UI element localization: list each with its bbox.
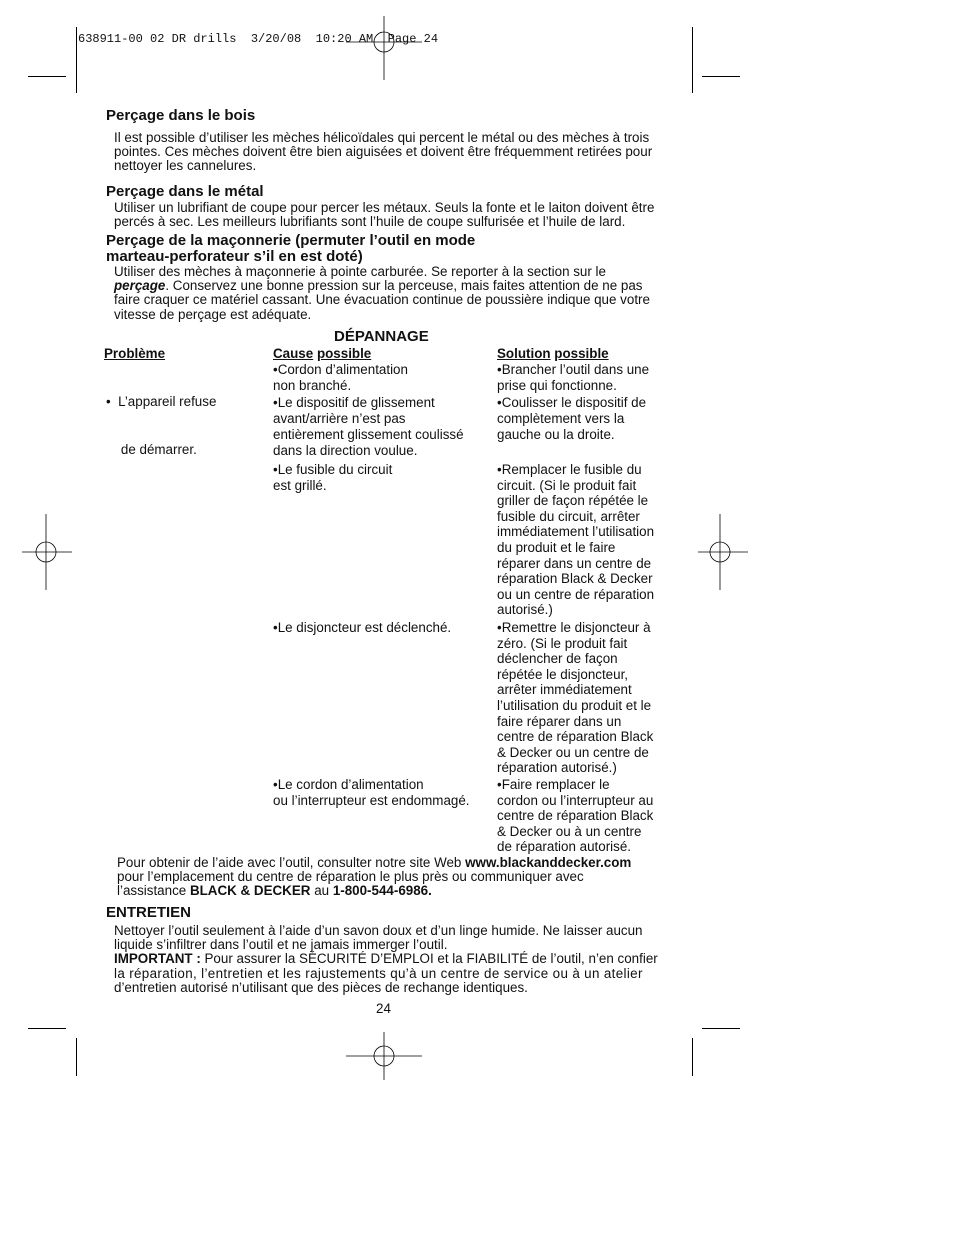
text-line: •Coulisser le dispositif de (497, 395, 647, 410)
cause-item-3 (273, 462, 392, 494)
header-word: Solution (497, 346, 551, 361)
text-line: Nettoyer l’outil seulement à l’aide d’un savon doux et d’un linge humide. Ne laisser aucun (114, 923, 643, 938)
section-title-maconnerie (106, 233, 475, 265)
solution-item-1 (497, 362, 649, 394)
text-line: cordon ou l’interrupteur au (497, 792, 654, 808)
text-line: pour l’emplacement du centre de réparation le plus près ou communiquer avec (117, 869, 584, 885)
text-line: •Le cordon d’alimentation (273, 777, 424, 792)
crop-mark-top-left-h (28, 76, 66, 77)
website-link[interactable]: www.blackanddecker.com (465, 855, 632, 870)
text-line: gauche ou la droite. (497, 427, 615, 442)
text-line: complètement vers la (497, 411, 625, 426)
text-line: Utiliser des mèches à maçonnerie à pointe carburée. Se reporter à la section sur le (114, 264, 606, 279)
text-line: griller de façon répétée le (497, 493, 649, 509)
text-line: réparation Black & Decker (497, 571, 653, 587)
text-line (114, 279, 650, 293)
solution-item-3 (497, 462, 654, 618)
text-line: centre de réparation Black (497, 808, 654, 824)
text-line: circuit. (Si le produit fait (497, 477, 637, 493)
text-line: du produit et le faire (497, 539, 616, 555)
text-line: autorisé.) (497, 602, 553, 618)
text-line: immédiatement l’utilisation (497, 524, 655, 540)
emphasis-percage: perçage (114, 278, 166, 294)
solution-item-2 (497, 395, 646, 443)
section-title-metal: Perçage dans le métal (106, 183, 264, 200)
text-line: l’utilisation du produit et le (497, 697, 652, 713)
header-word: possible (554, 346, 609, 361)
text-span: au (310, 883, 333, 899)
text-line: prise qui fonctionne. (497, 378, 617, 393)
text-line: percés à sec. Les meilleurs lubrifiants sont l’huile de coupe sulfurisée et l’huile de lard. (114, 214, 626, 230)
text-span: l’assistance (117, 883, 190, 899)
header-word: Cause (273, 346, 314, 361)
text-line: réparer dans un centre de (497, 555, 652, 571)
cause-item-1 (273, 362, 408, 394)
text-line: est grillé. (273, 478, 327, 493)
text-span: . Conservez une bonne pression sur la perceuse, mais faites attention de ne pas (165, 278, 643, 294)
page-number: 24 (376, 1001, 391, 1016)
header-word: possible (316, 346, 372, 361)
text-span: Pour assurer la SÉCURITÉ D’EMPLOI et la FIABILITÉ de l’outil, n’en confier (200, 951, 658, 967)
section-body-bois (114, 131, 652, 174)
text-line: vitesse de perçage est adéquate. (114, 306, 312, 322)
column-header-probleme: Problème (104, 346, 166, 361)
print-slug: 638911-00 02 DR drills 3/20/08 10:20 AM Page 24 (78, 32, 439, 46)
text-line: dans la direction voulue. (273, 443, 418, 458)
text-line: •Cordon d’alimentation (273, 362, 408, 377)
text-span: Pour obtenir de l’aide avec l’outil, consulter notre site Web (117, 855, 466, 870)
text-line: Utiliser un lubrifiant de coupe pour percer les métaux. Seuls la fonte et le laiton doivent être (114, 200, 655, 215)
text-line: de démarrer. (106, 442, 197, 457)
section-title-entretien: ENTRETIEN (106, 904, 192, 921)
crop-mark-top-right-h (702, 76, 740, 77)
text-line: •Le fusible du circuit (273, 462, 393, 477)
registration-mark-left (22, 514, 72, 590)
text-line: & Decker ou un centre de (497, 744, 649, 760)
section-title-depannage: DÉPANNAGE (334, 328, 429, 345)
cause-item-5 (273, 777, 470, 809)
text-line: ou l’interrupteur est endommagé. (273, 793, 470, 808)
section-body-metal (114, 201, 654, 229)
registration-mark-right (698, 514, 748, 590)
text-line (117, 884, 631, 898)
text-line: avant/arrière n’est pas (273, 411, 406, 426)
text-line: & Decker ou à un centre (497, 823, 642, 839)
text-line: •Le dispositif de glissement (273, 395, 435, 410)
text-line: ou un centre de réparation (497, 586, 655, 602)
text-line: non branché. (273, 378, 352, 393)
important-label: IMPORTANT : (114, 951, 201, 967)
title-line: marteau-perforateur s’il en est doté) (106, 248, 363, 265)
text-line: liquide s’infiltrer dans l’outil et ne jamais immerger l’outil. (114, 937, 448, 953)
text-line: de réparation autorisé. (497, 839, 631, 855)
text-line: Il est possible d’utiliser les mèches hélicoïdales qui percent le métal ou des mèches à trois (114, 130, 650, 145)
crop-mark-top-left-v (76, 27, 77, 93)
text-line: entièrement glissement coulissé (273, 427, 464, 442)
text-line: déclencher de façon (497, 651, 618, 667)
solution-item-4 (497, 620, 653, 776)
text-line (117, 856, 631, 870)
text-line: •Brancher l’outil dans une (497, 362, 650, 377)
text-line: •Remettre le disjoncteur à (497, 620, 651, 635)
problem-cell (106, 362, 216, 474)
text-line: •Faire remplacer le (497, 777, 610, 792)
text-line: •Remplacer le fusible du (497, 462, 642, 477)
crop-mark-bottom-left-h (28, 1028, 66, 1029)
column-header-cause (273, 346, 371, 361)
section-title-bois: Perçage dans le bois (106, 107, 256, 124)
crop-mark-top-right-v (692, 27, 693, 93)
text-line: réparation autorisé.) (497, 760, 617, 776)
text-line: arrêter immédiatement (497, 682, 632, 698)
text-line: faire craquer ce matériel cassant. Une évacuation continue de poussière indique que votre (114, 292, 650, 308)
title-line: Perçage de la maçonnerie (permuter l’outil en mode (106, 232, 476, 249)
text-line: nettoyer les cannelures. (114, 158, 257, 174)
text-line: répétée le disjoncteur, (497, 666, 629, 682)
registration-mark-top (346, 16, 422, 92)
section-body-entretien (114, 924, 658, 995)
text-line: •Le disjoncteur est déclenché. (273, 620, 452, 635)
crop-mark-bottom-left-v (76, 1038, 77, 1076)
section-body-maconnerie (114, 265, 650, 322)
brand-name: BLACK & DECKER (189, 883, 311, 899)
registration-mark-bottom (346, 1020, 422, 1080)
crop-mark-bottom-right-h (702, 1028, 740, 1029)
text-line: centre de réparation Black (497, 729, 654, 745)
text-line: fusible du circuit, arrêter (497, 508, 640, 524)
text-line: faire réparer dans un (497, 713, 622, 729)
text-line: pointes. Ces mèches doivent être bien aiguisées et doivent être fréquemment retirées pour (114, 144, 653, 160)
cause-item-4 (273, 620, 451, 636)
text-line (114, 952, 658, 966)
phone-number: 1-800-544-6986. (332, 883, 432, 899)
crop-mark-bottom-right-v (692, 1038, 693, 1076)
text-line: la réparation, l’entretien et les rajustements qu’à un centre de service ou à un atelier (114, 965, 643, 981)
column-header-solution (497, 346, 609, 361)
text-line: • L’appareil refuse (106, 394, 217, 409)
text-line: zéro. (Si le produit fait (497, 635, 628, 651)
solution-item-5 (497, 777, 653, 855)
cause-item-2 (273, 395, 464, 459)
text-line: d’entretien autorisé n’utilisant que des pièces de rechange identiques. (114, 979, 528, 995)
support-paragraph (117, 856, 631, 899)
